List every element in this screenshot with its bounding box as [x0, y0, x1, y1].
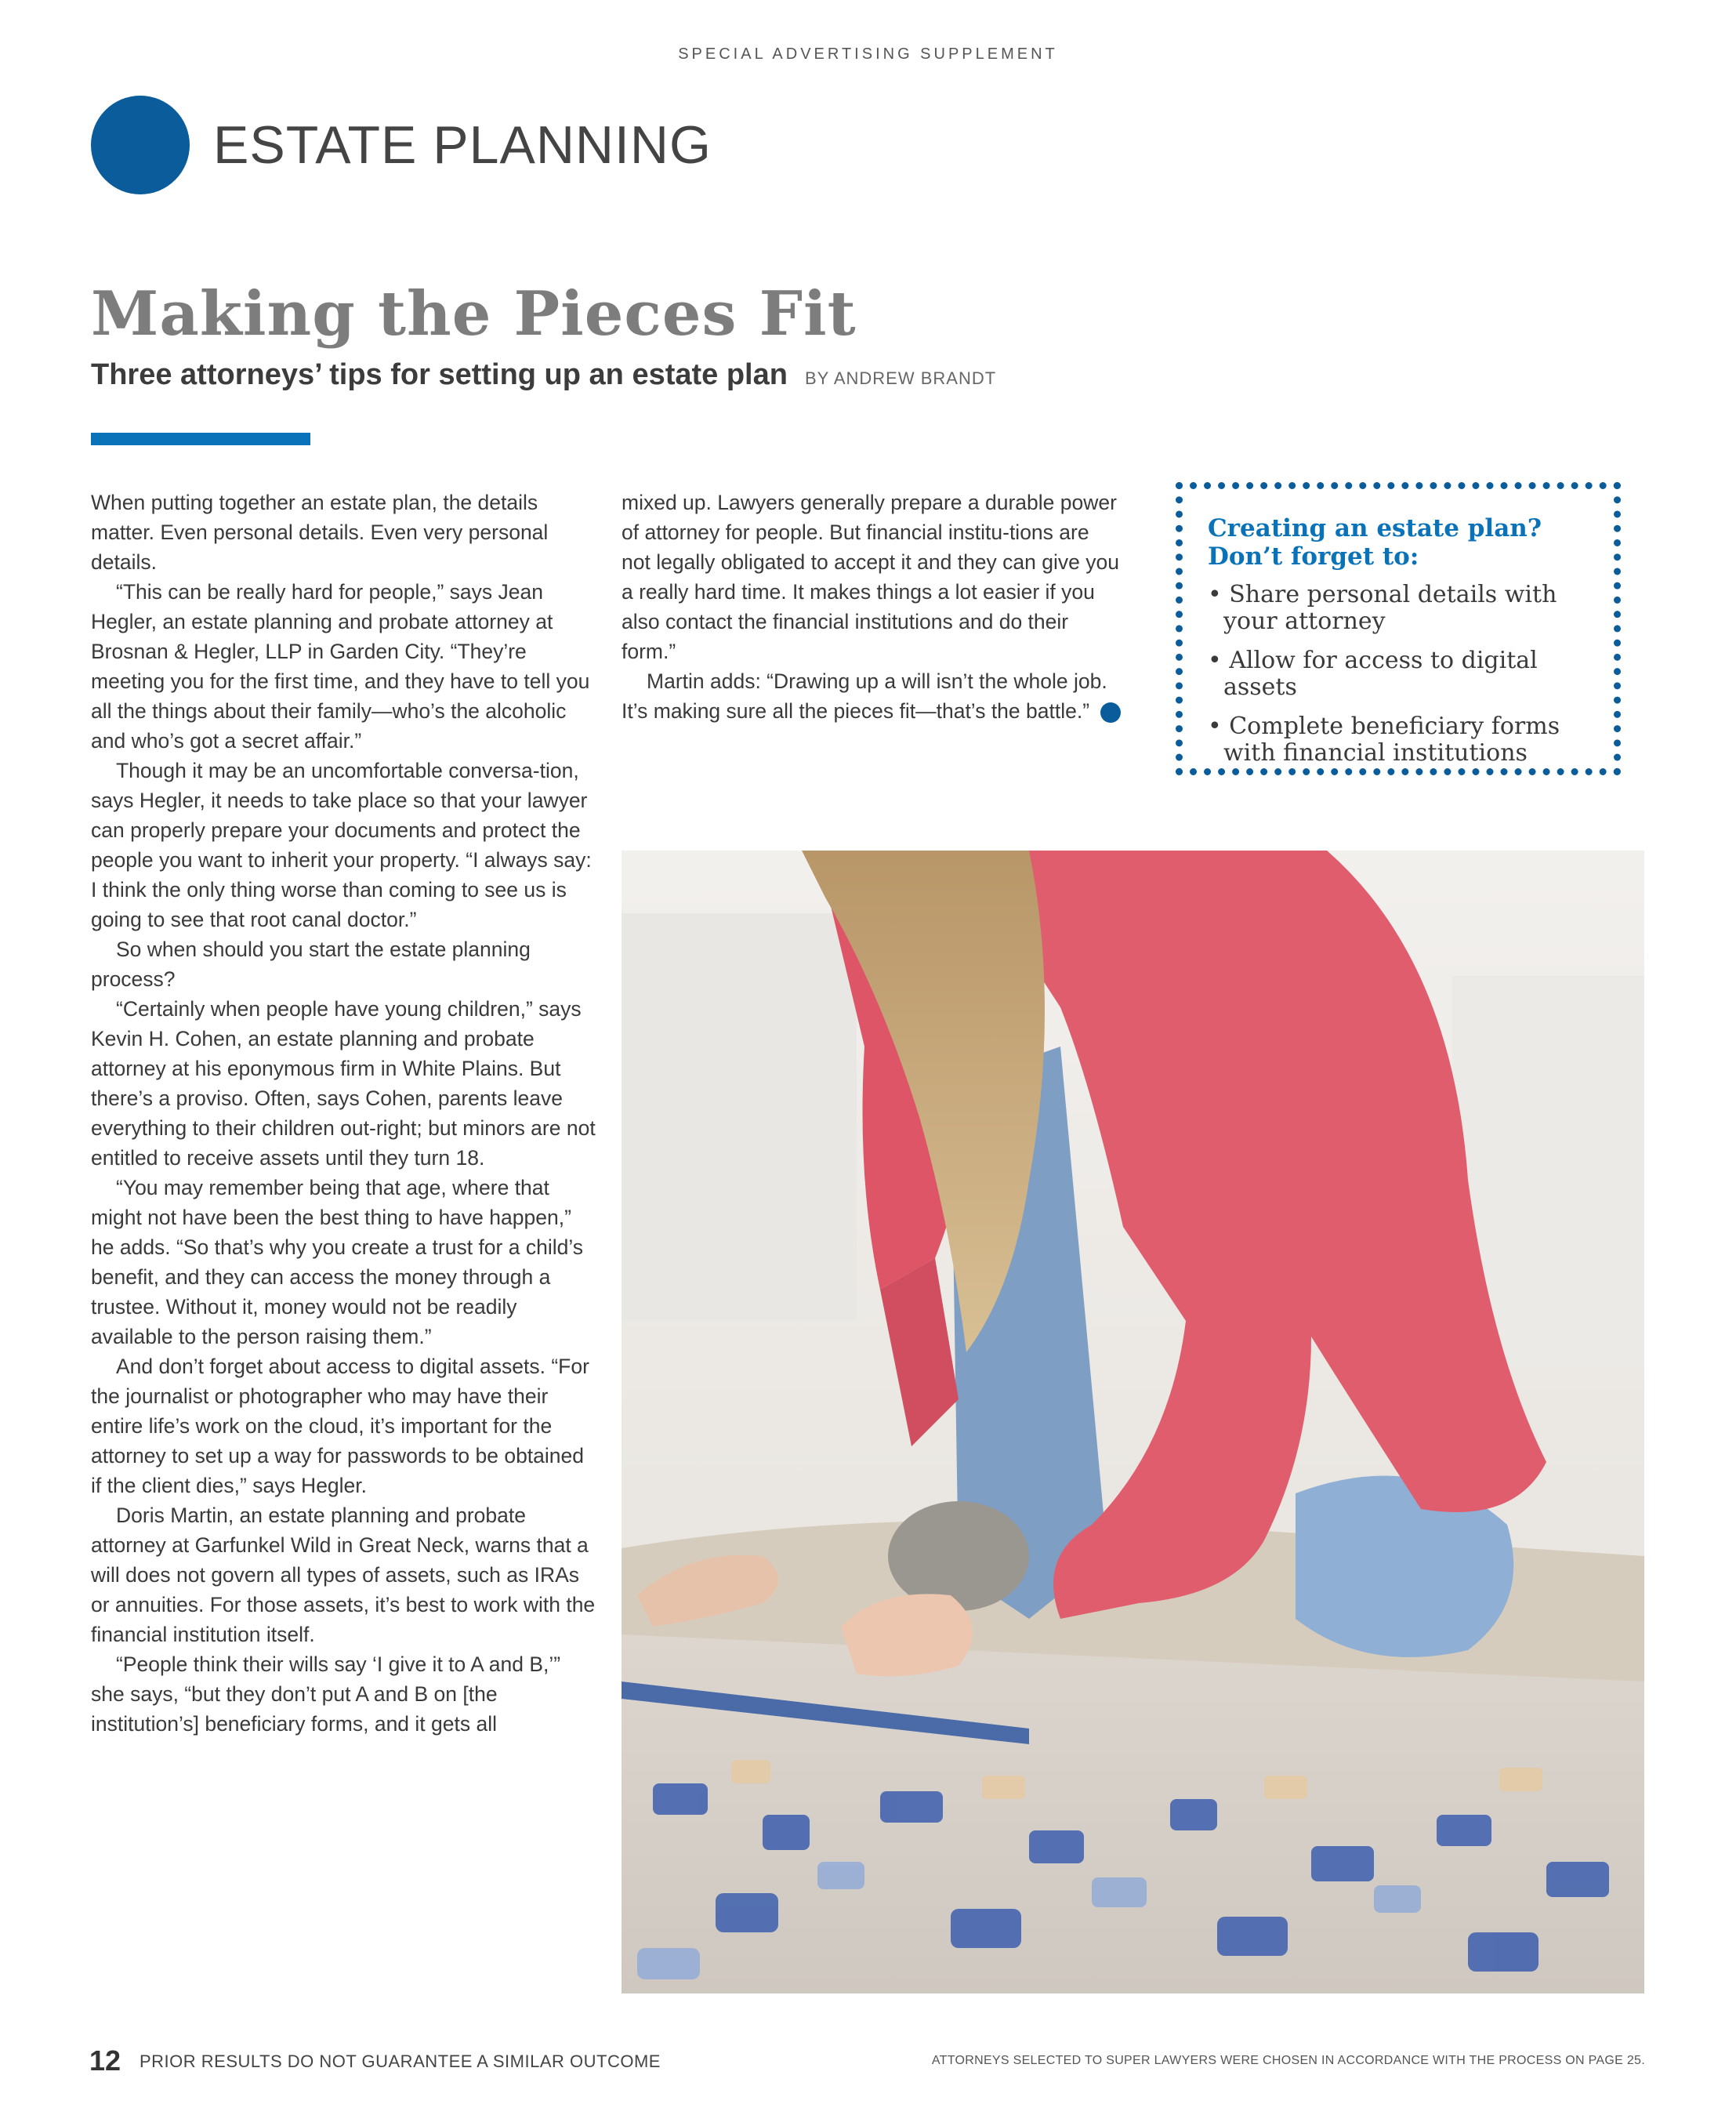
paragraph: “Certainly when people have young children,” says Kevin H. Cohen, an estate planning and probate attorney at his eponymous firm in White Plains. But there’s a proviso. Often, says Cohen, parents leave everything to their children out-right; but minors are not entitled to receive assets until they turn 18.	[91, 997, 596, 1170]
sidebar-item: • Allow for access to digital assets	[1208, 647, 1538, 701]
article-column-1	[91, 488, 597, 1739]
paragraph: So when should you start the estate planning process?	[91, 938, 531, 991]
paragraph: “People think their wills say ‘I give it to A and B,’” she says, “but they don’t put A and B on [the institution’s] beneficiary forms, and it gets all	[91, 1652, 561, 1736]
sidebar-list	[1208, 582, 1592, 767]
supplement-label: SPECIAL ADVERTISING SUPPLEMENT	[678, 45, 1058, 63]
article-column-2	[622, 488, 1139, 726]
end-mark-icon: SL	[1100, 702, 1121, 723]
paragraph: And don’t forget about access to digital assets. “For the journalist or photographer who may have their entire life’s work on the cloud, it’s important for the attorney to set up a way for passwords to be obtained if the client dies,” says Hegler.	[91, 1355, 589, 1497]
sidebar-item: • Complete beneficiary forms with financial institutions	[1208, 713, 1560, 767]
sidebar-item: • Share personal details with your attorney	[1208, 581, 1557, 635]
paragraph: “This can be really hard for people,” says Jean Hegler, an estate planning and probate attorney at Brosnan & Hegler, LLP in Garden City. “They’re meeting you for the first time, and they have to tell you all the things about their family—who’s the alcoholic and who’s got a secret affair.”	[91, 580, 590, 753]
article-headline: Making the Pieces Fit	[91, 278, 857, 350]
paragraph: “You may remember being that age, where that might not have been the best thing to have happen,” he adds. “So that’s why you create a trust for a child’s benefit, and they can access the money through a trustee. Without it, money would not be readily available to the person raising them.”	[91, 1176, 583, 1348]
section-title: ESTATE PLANNING	[213, 115, 712, 175]
paragraph: mixed up. Lawyers generally prepare a durable power of attorney for people. But financial institu-tions are not legally obligated to accept it and they can give you a really hard time. It makes things a lot easier if you also contact the financial institutions and do their form.”	[622, 491, 1119, 663]
paragraph: When putting together an estate plan, the details matter. Even personal details. Even very personal details.	[91, 491, 549, 574]
page-number: 12	[89, 2044, 121, 2077]
paragraph: Though it may be an uncomfortable conversa-tion, says Hegler, it needs to take place so that your lawyer can properly prepare your documents and protect the people you want to inherit your property. “I always say: I think the only thing worse than coming to see us is going to see that root canal doctor.”	[91, 759, 592, 931]
footer-disclaimer: PRIOR RESULTS DO NOT GUARANTEE A SIMILAR OUTCOME	[140, 2052, 661, 2071]
byline: BY ANDREW BRANDT	[804, 368, 997, 388]
paragraph-text: Martin adds: “Drawing up a will isn’t the whole job. It’s making sure all the pieces fit—that’s the battle.”	[622, 669, 1107, 723]
section-circle-icon	[91, 96, 190, 194]
article-subhead	[91, 358, 996, 392]
puzzle-photo	[622, 851, 1644, 1993]
headline-rule	[91, 433, 310, 445]
footer-note: ATTORNEYS SELECTED TO SUPER LAWYERS WERE CHOSEN IN ACCORDANCE WITH THE PROCESS ON PAGE 25.	[931, 2054, 1645, 2067]
subhead-text: Three attorneys’ tips for setting up an estate plan	[91, 358, 788, 391]
paragraph: Doris Martin, an estate planning and probate attorney at Garfunkel Wild in Great Neck, warns that a will does not govern all types of assets, such as IRAs or annuities. For those assets, it’s best to work with the financial institution itself.	[91, 1504, 596, 1646]
tips-sidebar	[1176, 482, 1621, 775]
sidebar-title: Creating an estate plan? Don’t forget to:	[1208, 514, 1542, 571]
paragraph-final	[622, 666, 1139, 726]
girl-puzzle-illustration	[622, 851, 1644, 1993]
